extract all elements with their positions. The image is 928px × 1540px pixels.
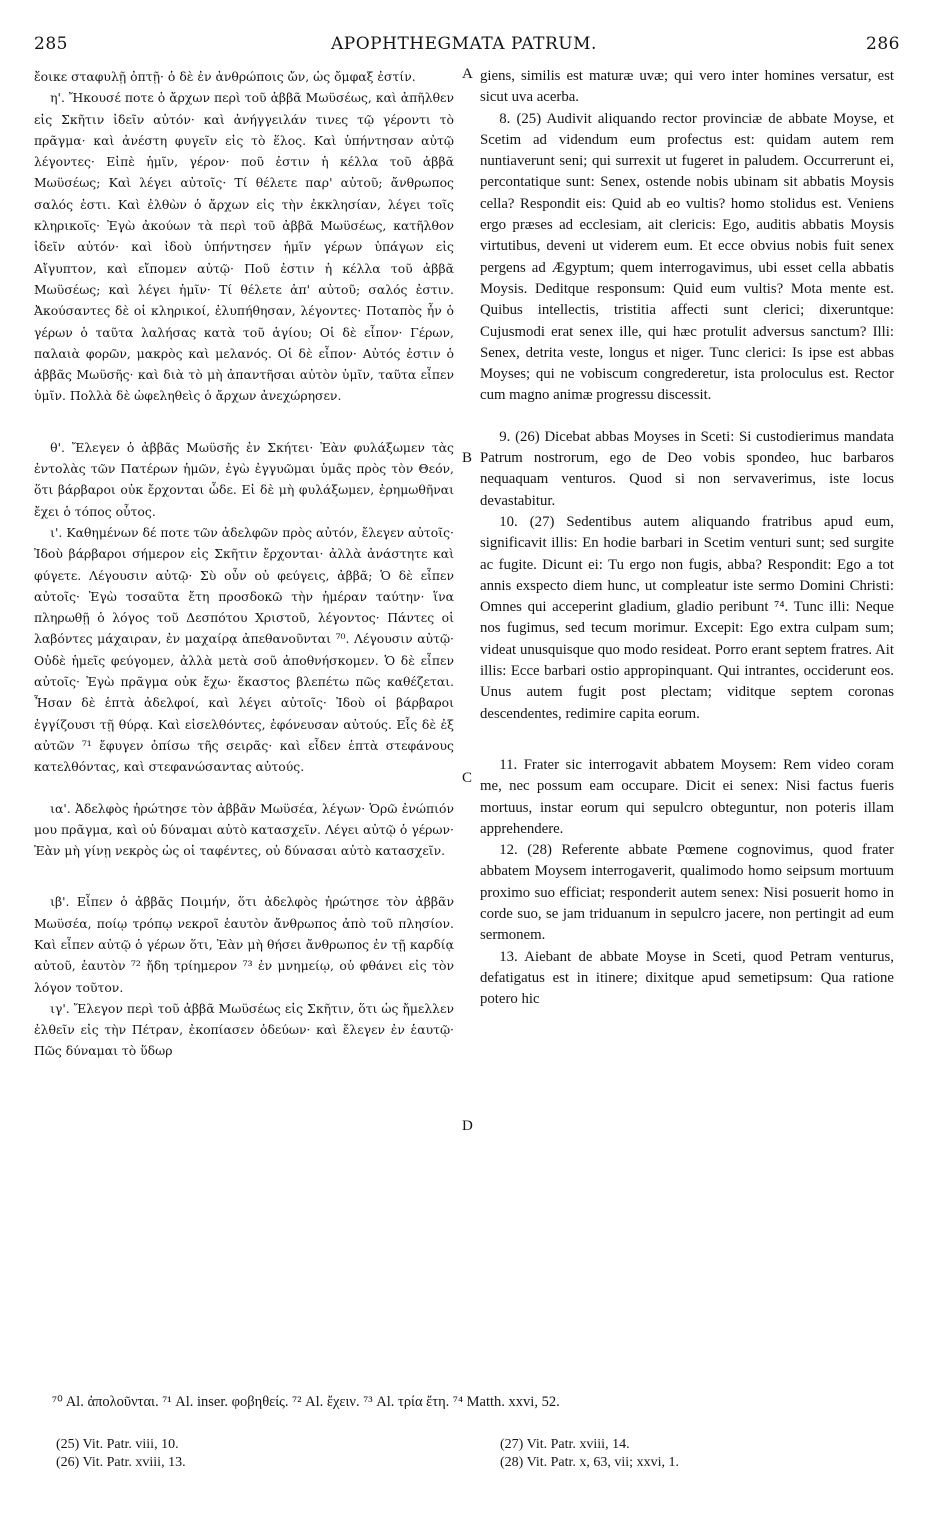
latin-paragraph-continued: giens, similis est maturæ uvæ; qui vero inter homines versatur, est sicut uva acerba.: [480, 68, 894, 106]
running-header: [0, 34, 928, 56]
latin-column: [480, 66, 894, 1010]
latin-paragraph-12: 12. (28) Referente abbate Pœmene cognovimus, quod frater abbatem Moysem interrogaverit, qualimodo homo seipsum mortuum proximo suo efficiat; responderit autem senex: Nisi posuerit homo in corde suo, se jam triduanum in sepulcro jacere, non pertingit ad eum sermonem.: [480, 842, 894, 944]
running-title: APOPHTHEGMATA PATRUM.: [331, 34, 597, 54]
source-reference: (27) Vit. Patr. xviii, 14.: [500, 1437, 630, 1452]
greek-paragraph-continued: ἔοικε σταφυλῇ ὀπτῇ· ὁ δὲ ἐν ἀνθρώποις ὤν, ὡς ὄμφαξ ἐστίν.: [34, 69, 416, 84]
greek-paragraph-8: η'. Ἤκουσέ ποτε ὁ ἄρχων περὶ τοῦ ἀββᾶ Μωϋσέως, καὶ ἀπῆλθεν εἰς Σκῆτιν ἰδεῖν αὐτόν· καὶ ἀνήγγειλάν τινες τῷ γέροντι τὸ πρᾶγμα· καὶ ἀνέστη φυγεῖν εἰς τὸ ἕλος. Καὶ ὑπήντησαν αὐτῷ λέγοντες· Εἰπὲ ἡμῖν, γέρον· ποῦ ἐστιν ἡ κέλλα τοῦ ἀββᾶ Μωϋσέως; Καὶ λέγει αὐτοῖς· Τί θέλετε παρ' αὐτοῦ; ἄνθρωπος σαλός ἐστι. Καὶ ἐλθὼν ὁ ἄρχων εἰς τὴν ἐκκλησίαν, λέγει τοῖς κληρικοῖς· Ἐγὼ ἀκούων τὰ περὶ τοῦ ἀββᾶ Μωϋσέως, κατῆλθον ἰδεῖν αὐτόν· καὶ ἰδοὺ ὑπήντησεν ἡμῖν γέρων ὑπάγων εἰς Αἴγυπτον, καὶ εἴπομεν αὐτῷ· Ποῦ ἐστιν ἡ κέλλα τοῦ ἀββᾶ Μωϋσέως; καὶ λέγει ἡμῖν· Τί θέλετε ἀπ' αὐτοῦ; σαλός ἐστιν. Ἀκούσαντες δὲ οἱ κληρικοί, ἐλυπήθησαν, λέγοντες· Ποταπὸς ἦν ὁ γέρων ὁ ταῦτα λαλήσας κατὰ τοῦ ἁγίου; Οἱ δὲ εἶπον· Γέρων, παλαιὰ φορῶν, μακρὸς καὶ μελανός. Οἱ δὲ εἶπον· Αὐτός ἐστιν ὁ ἀββᾶς Μωϋσῆς· καὶ διὰ τὸ μὴ ἀπαντῆσαι αὐτὸν ὑμῖν, ταῦτα εἶπεν ὑμῖν. Πολλὰ δὲ ὠφεληθεὶς ὁ ἄρχων ἀνεχώρησεν.: [34, 90, 454, 404]
greek-paragraph-13: ιγ'. Ἔλεγον περὶ τοῦ ἀββᾶ Μωϋσέως εἰς Σκῆτιν, ὅτι ὡς ἤμελλεν ἐλθεῖν εἰς τὴν Πέτραν, ἐκοπίασεν ὁδεύων· καὶ ἔλεγεν ἐν ἑαυτῷ· Πῶς δύναμαι τὸ ὕδωρ: [34, 1000, 454, 1059]
latin-paragraph-9: 9. (26) Dicebat abbas Moyses in Sceti: Si custodierimus mandata Patrum nostrorum, ego de Deo vobis spondeo, huc barbaros nequaquam venturos. Quod si non servaverimus, iste locus devastabitur.: [480, 428, 894, 509]
source-references-right: [500, 1436, 679, 1472]
source-reference: (26) Vit. Patr. xviii, 13.: [56, 1455, 186, 1470]
greek-column: [34, 66, 454, 1062]
source-reference: (25) Vit. Patr. viii, 10.: [56, 1437, 179, 1452]
margin-letter-d: D: [462, 1118, 473, 1134]
greek-paragraph-9: θ'. Ἔλεγεν ὁ ἀββᾶς Μωϋσῆς ἐν Σκήτει· Ἐὰν φυλάξωμεν τὰς ἐντολὰς τῶν Πατέρων ἡμῶν, ἐγὼ ἐγγυῶμαι ὑμᾶς πρὸς τὸν Θεόν, ὅτι βάρβαροι οὐκ ἔρχονται ὧδε. Εἰ δὲ μὴ φυλάξωμεν, ἐρημωθῆναι ἔχει ὁ τόπος οὗτος.: [34, 439, 454, 519]
latin-paragraph-8: 8. (25) Audivit aliquando rector provinciæ de abbate Moyse, et Scetim ad videndum eum profectus est: quidam autem rem nuntiaverunt seni; qui surrexit ut fugeret in paludem. Occurrerunt ei, percontatique sunt: Senex, ostende nobis ubinam sit abbatis Moysis cella? Respondit eis: Quid ab eo vultis? homo stolidus est. Veniens ergo præses ad ecclesiam, ait clericis: Ego, auditis abbatis Moysis virtutibus, deveni ut viderem eum. Et ecce obvius nobis fuit senex pergens ad Ægyptum; quem interrogavimus, ubi esset cella abbatis Moysis. Deditque responsum: Quid eum vultis? Mota mente est. Quibus intellectis, tristitia affecti sunt clerici; dixeruntque: Cujusmodi erat senex ille, qui hæc protulit adversus sanctum? Illi: Senex, detrita veste, longus et niger. Tunc clerici: Is ipse est abbas Moyses; qui ne vobiscum congrederetur, ista proloculus est. Rector cum magno animæ progressu discessit.: [480, 110, 894, 404]
page-number-right: 286: [866, 34, 900, 54]
margin-letter-b: B: [462, 450, 473, 466]
latin-paragraph-11: 11. Frater sic interrogavit abbatem Moysem: Rem video coram me, nec possum eam occupare. Dicit ei senex: Nisi factus fueris mortuus, instar eorum qui sepulcro obteguntur, non poteris illam apprehendere.: [480, 756, 894, 837]
greek-paragraph-12: ιβ'. Εἶπεν ὁ ἀββᾶς Ποιμήν, ὅτι ἀδελφὸς ἠρώτησε τὸν ἀββᾶν Μωϋσέα, ποίῳ τρόπῳ νεκροῖ ἑαυτὸν ἄνθρωπος ἀπὸ τοῦ πλησίον. Καὶ εἶπεν αὐτῷ ὁ γέρων ὅτι, Ἐὰν μὴ θήσει ἄνθρωπος ἐν τῇ καρδίᾳ αὐτοῦ, ἑαυτὸν ⁷² ἤδη τρίημερον ⁷³ ἐν μνημείῳ, οὐ φθάνει εἰς τὸν λόγον τοῦτον.: [34, 894, 454, 995]
margin-letter-c: C: [462, 770, 473, 786]
margin-letter-a: A: [462, 66, 473, 82]
source-references-left: [56, 1436, 186, 1472]
page-number-left: 285: [34, 34, 68, 54]
source-reference: (28) Vit. Patr. x, 63, vii; xxvi, 1.: [500, 1455, 679, 1470]
latin-paragraph-10: 10. (27) Sedentibus autem aliquando fratribus apud eum, significavit illis: En hodie barbari in Scetim venturi sunt; sed surgite ac fugite. Dicunt ei: Tu ergo non fugis, abba? Respondit: Ego a tot annis exspecto diem hunc, ut compleatur iste sermo Domini Christi: Omnes qui acceperint gladium, gladio peribunt ⁷⁴. Tunc illi: Neque nos fugimus, sed tecum morimur. Excepit: Ego extra culpam sum; videat unusquisque quo modo resideat. Porro erant septem fratres. Ait illis: Ecce barbari ostio appropinquant. Qui intrantes, occiderunt eos. Unus autem fugit post plectam; viditque septem coronas descendentes, redimire capita eorum.: [480, 513, 894, 722]
greek-paragraph-11: ια'. Ἀδελφὸς ἠρώτησε τὸν ἀββᾶν Μωϋσέα, λέγων· Ὁρῶ ἐνώπιόν μου πρᾶγμα, καὶ οὐ δύναμαι αὐτὸ κατασχεῖν. Λέγει αὐτῷ ὁ γέρων· Ἐὰν μὴ γίνῃ νεκρὸς ὡς οἱ ταφέντες, οὐ δύνασαι αὐτὸ κατασχεῖν.: [34, 800, 454, 859]
greek-paragraph-10: ι'. Καθημένων δέ ποτε τῶν ἀδελφῶν πρὸς αὐτόν, ἔλεγεν αὐτοῖς· Ἰδοὺ βάρβαροι σήμερον εἰς Σκῆτιν ἔρχονται· ἀλλὰ ἀνάστητε καὶ φύγετε. Λέγουσιν αὐτῷ· Σὺ οὖν οὐ φεύγεις, ἀββᾶ; Ὁ δὲ εἶπεν αὐτοῖς· Ἐγὼ τοσαῦτα ἔτη προσδοκῶ τὴν ἡμέραν ταύτην· ἵνα πληρωθῇ ὁ λόγος τοῦ Δεσπότου Χριστοῦ, λέγοντος· Πάντες οἱ λαβόντες μάχαιραν, ἐν μαχαίρᾳ ἀπεθανοῦνται ⁷⁰. Λέγουσιν αὐτῷ· Οὐδὲ ἡμεῖς φεύγομεν, ἀλλὰ μετὰ σοῦ ἀποθνήσκομεν. Ὁ δὲ εἶπεν αὐτοῖς· Ἐγὼ πρᾶγμα οὐκ ἔχω· ἕκαστος βλεπέτω πῶς καθέζεται. Ἦσαν δὲ ἑπτὰ ἀδελφοί, καὶ λέγει αὐτοῖς· Ἰδοὺ οἱ βάρβαροι ἐγγίζουσι τῇ θύρᾳ. Καὶ εἰσελθόντες, ἐφόνευσαν αὐτούς. Εἷς δὲ ἐξ αὐτῶν ⁷¹ ἔφυγεν ὀπίσω τῆς σειρᾶς· καὶ εἶδεν ἑπτὰ στεφάνους κατελθόντας, καὶ στεφανώσαντας αὐτούς.: [34, 524, 454, 775]
footnotes: ⁷⁰ Al. ἀπολοῦνται. ⁷¹ Al. inser. φοβηθείς. ⁷² Al. ἔχειν. ⁷³ Al. τρία ἔτη. ⁷⁴ Matth. xxvi, 52.: [52, 1394, 560, 1410]
latin-paragraph-13: 13. Aiebant de abbate Moyse in Sceti, quod Petram venturus, defatigatus est in itinere; dixitque apud semetipsum: Qua ratione potero hic: [480, 948, 894, 1008]
